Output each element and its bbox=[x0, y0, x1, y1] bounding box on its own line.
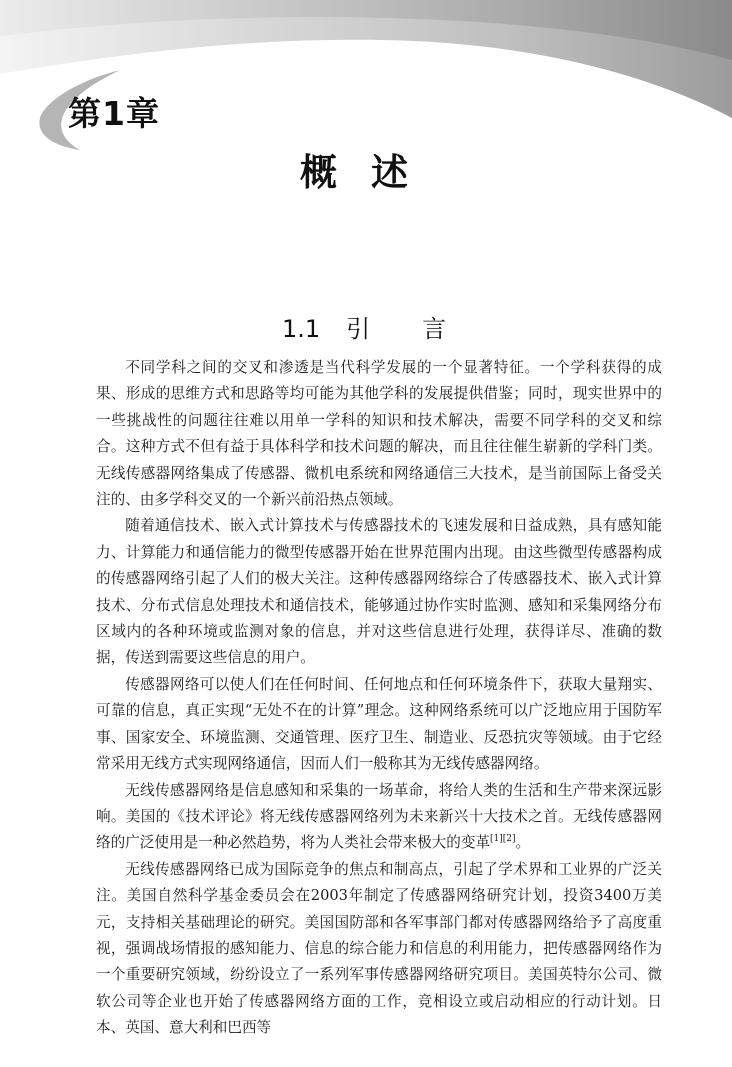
citation-ref[interactable]: [1][2] bbox=[490, 834, 516, 845]
chapter-title: 概述 bbox=[300, 151, 442, 194]
body-text bbox=[96, 355, 662, 1042]
paragraph: 无线传感器网络已成为国际竞争的焦点和制高点，引起了学术界和工业界的广泛关注。美国自然科学基金委员会在2003年制定了传感器网络研究计划，投资3400万美元，支持相关基础理论的研究。美国国防部和各军事部门都对传感器网络给予了高度重视，强调战场情报的感知能力、信息的综合能力和信息的利用能力，把传感器网络作为一个重要研究领域，纷纷设立了一系列军事传感器网络研究项目。美国英特尔公司、微软公司等企业也开始了传感器网络方面的工作，竞相设立或启动相应的行动计划。日本、英国、意大利和巴西等 bbox=[96, 860, 662, 1037]
chapter-header-decoration bbox=[0, 0, 732, 160]
section-title: 引言 bbox=[346, 315, 499, 343]
paragraph-tail: 。 bbox=[515, 834, 531, 852]
section-heading bbox=[282, 309, 498, 344]
paragraph: 传感器网络可以使人们在任何时间、任何地点和任何环境条件下，获取大量翔实、可靠的信息，真正实现“无处不在的计算”理念。这种网络系统可以广泛地应用于国防军事、国家安全、环境监测、交通管理、医疗卫生、制造业、反恐抗灾等领域。由于它经常采用无线方式实现网络通信，因而人们一般称其为无线传感器网络。 bbox=[96, 675, 662, 773]
paragraph: 不同学科之间的交叉和渗透是当代科学发展的一个显著特征。一个学科获得的成果、形成的思维方式和思路等均可能为其他学科的发展提供借鉴；同时，现实世界中的一些挑战性的问题往往难以用单一学科的知识和技术解决，需要不同学科的交叉和综合。这种方式不但有益于具体科学和技术问题的解决，而且往往催生崭新的学科门类。无线传感器网络集成了传感器、微机电系统和网络通信三大技术，是当前国际上备受关注的、由多学科交叉的一个新兴前沿热点领域。 bbox=[96, 359, 662, 509]
paragraph bbox=[96, 778, 662, 857]
paragraph-text: 无线传感器网络是信息感知和采集的一场革命，将给人类的生活和生产带来深远影响。美国的《技术评论》将无线传感器网络列为未来新兴十大技术之首。无线传感器网络的广泛使用是一种必然趋势，将为人类社会带来极大的变革 bbox=[96, 781, 662, 852]
section-number: 1.1 bbox=[282, 315, 321, 343]
paragraph: 随着通信技术、嵌入式计算技术与传感器技术的飞速发展和日益成熟，具有感知能力、计算能力和通信能力的微型传感器开始在世界范围内出现。由这些微型传感器构成的传感器网络引起了人们的极大关注。这种传感器网络综合了传感器技术、嵌入式计算技术、分布式信息处理技术和通信技术，能够通过协作实时监测、感知和采集网络分布区域内的各种环境或监测对象的信息，并对这些信息进行处理，获得详尽、准确的数据，传送到需要这些信息的用户。 bbox=[96, 517, 662, 667]
chapter-label: 第1章 bbox=[68, 94, 160, 133]
